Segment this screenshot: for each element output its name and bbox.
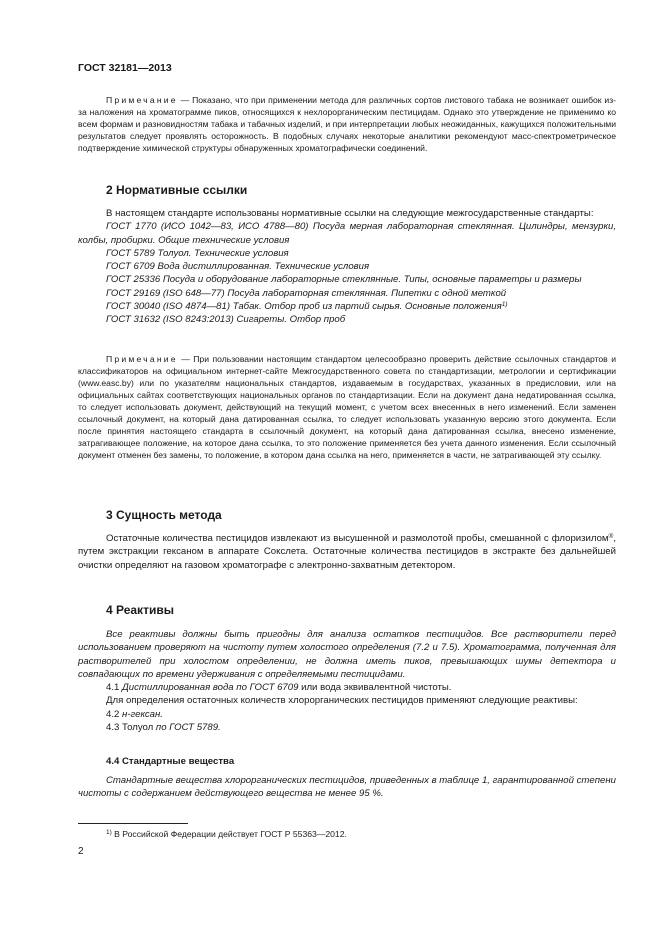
section-4-body: [78, 628, 616, 734]
footnote-mark: 1): [106, 829, 112, 836]
ref-item: ГОСТ 25336 Посуда и оборудование лабораторные стеклянные. Типы, основные параметры и размеры: [106, 274, 582, 286]
section-3-heading: 3 Сущность метода: [106, 508, 222, 522]
ref-item: ГОСТ 6709 Вода дистиллированная. Технические условия: [106, 261, 370, 273]
ref-item: ГОСТ 5789 Толуол. Технические условия: [106, 247, 289, 259]
footnote-text: В Российской Федерации действует ГОСТ Р 55363—2012.: [114, 829, 347, 839]
ref-item: ГОСТ 1770 (ИСО 1042—83, ИСО 4788—80) Посуда мерная лабораторная стеклянная. Цилиндры, мензурки, колбы, пробирки. Общие технические условия: [78, 221, 616, 246]
subsection-4-4-heading: 4.4 Стандартные вещества: [106, 756, 235, 767]
note-text: Показано, что при применении метода для различных сортов листового табака не возникает ошибок из-за наложения на хроматограмме пиков, относящихся к нехлорорганическим пестицидам. Однако это утверждение не применимо ко всем формам и разновидностям табака и табачных изделий, и при интерпретации любых неожиданных, кажущихся положительными результатов следует проявлять осторожность. В подобных случаях некоторые аналитики рекомендуют масс-спектрометрическое подтверждение химической структуры обнаруженных хроматографически соединений.: [78, 95, 616, 153]
note-text: При пользовании настоящим стандартом целесообразно проверить действие ссылочных стандартов и классификаторов на официальном интернет-сайте Межгосударственного совета по стандартизации, метрологии и сертификации (www.easc.by) или по указателям национальных стандартов, издаваемым в государствах, указанных в предисловии, или на официальных сайтах соответствующих национальных органов по стандартизации. Если на документ дана недатированная ссылка, то следует использовать документ, действующий на текущий момент, с учетом всех внесенных в него изменений. Если заменен ссылочный документ, на который дана датированная ссылка, то следует использовать указанную версию этого документа. Если после принятия настоящего стандарта в ссылочный документ, на который дана датированная ссылка, внесено изменение, затрагивающее положение, на которое дана ссылка, то это положение применяется без учета данного изменения. Если ссылочный документ отменен без замены, то положение, в котором дана ссылка на него, применяется в части, не затрагивающей эту ссылку.: [78, 354, 616, 460]
section-4-intro: Все реактивы должны быть пригодны для анализа остатков пестицидов. Все растворители перед использованием проверяют на чистоту путем холостого определения (7.2 и 7.5). Хроматограмма, полученная для растворителей при холостом определении, не должна иметь пиков, превышающих шумы детектора и совпадающих по времени удерживания с определяемыми пестицидами.: [78, 629, 616, 680]
item-4-1: 4.1 Дистиллированная вода по ГОСТ 6709 или вода эквивалентной чистоты.: [106, 682, 452, 694]
ref-item: ГОСТ 29169 (ISO 648—77) Посуда лабораторная стеклянная. Пипетки с одной меткой: [106, 287, 507, 299]
note-label: Примечание: [106, 354, 178, 364]
document-header: ГОСТ 32181—2013: [78, 62, 172, 74]
section-2-heading: 2 Нормативные ссылки: [106, 183, 248, 197]
page-number: 2: [78, 846, 84, 857]
ref-item: ГОСТ 31632 (ISO 8243:2013) Сигареты. Отбор проб: [106, 314, 346, 326]
footnote-divider: [78, 823, 188, 824]
section-2-body: [78, 207, 616, 327]
item-4-3: 4.3 Толуол по ГОСТ 5789.: [106, 722, 221, 734]
item-4-2: 4.2 н-гексан.: [106, 708, 163, 720]
section-2-intro: В настоящем стандарте использованы нормативные ссылки на следующие межгосударственные стандарты:: [106, 208, 594, 219]
note-block-1: Примечание — Показано, что при применении метода для различных сортов листового табака не возникает ошибок из-за наложения на хроматограмме пиков, относящихся к нехлорорганическим пестицидам. Однако это утверждение не применимо ко всем формам и разновидностям табака и табачных изделий, и при интерпретации любых неожиданных, кажущихся положительными результатов следует проявлять осторожность. В подобных случаях некоторые аналитики рекомендуют масс-спектрометрическое подтверждение химической структуры обнаруженных хроматографически соединений.: [78, 95, 616, 153]
section-3-body: Остаточные количества пестицидов извлекают из высушенной и размолотой пробы, смешанной с флоризилом®, путем экстракции гексаном в аппарате Сокслета. Остаточные количества пестицидов в экстракте без дальнейшей очистки определяют на газовом хроматографе с электронно-захватным детектором.: [78, 533, 616, 571]
subsection-4-4-body: Стандартные вещества хлорорганических пестицидов, приведенных в таблице 1, гарантированной степени чистоты с содержанием действующего вещества не менее 95 %.: [78, 775, 616, 800]
ref-item-with-footnote: ГОСТ 30040 (ISO 4874—81) Табак. Отбор проб из партий сырья. Основные положения$^{1)}$: [106, 301, 508, 313]
footnote-mark: 1): [501, 301, 508, 309]
registered-mark: ®: [608, 533, 614, 540]
note-label: Примечание: [106, 95, 178, 105]
item-text: Для определения остаточных количеств хлорорганических пестицидов применяют следующие реактивы:: [106, 695, 578, 707]
footnote: [106, 829, 347, 839]
note-block-2: Примечание — При пользовании настоящим стандартом целесообразно проверить действие ссылочных стандартов и классификаторов на официальном интернет-сайте Межгосударственного совета по стандартизации, метрологии и сертификации (www.easc.by) или по указателям национальных стандартов, издаваемым в государствах, указанных в предисловии, или на официальных сайтах соответствующих национальных органов по стандартизации. Если на документ дана недатированная ссылка, то следует использовать документ, действующий на текущий момент, с учетом всех внесенных в него изменений. Если заменен ссылочный документ, на который дана датированная ссылка, то следует использовать указанную версию этого документа. Если после принятия настоящего стандарта в ссылочный документ, на который дана датированная ссылка, внесено изменение, затрагивающее положение, на которое дана ссылка, то это положение применяется без учета данного изменения. Если ссылочный документ отменен без замены, то положение, в котором дана ссылка на него, применяется в части, не затрагивающей эту ссылку.: [78, 354, 616, 460]
section-4-heading: 4 Реактивы: [106, 603, 174, 617]
